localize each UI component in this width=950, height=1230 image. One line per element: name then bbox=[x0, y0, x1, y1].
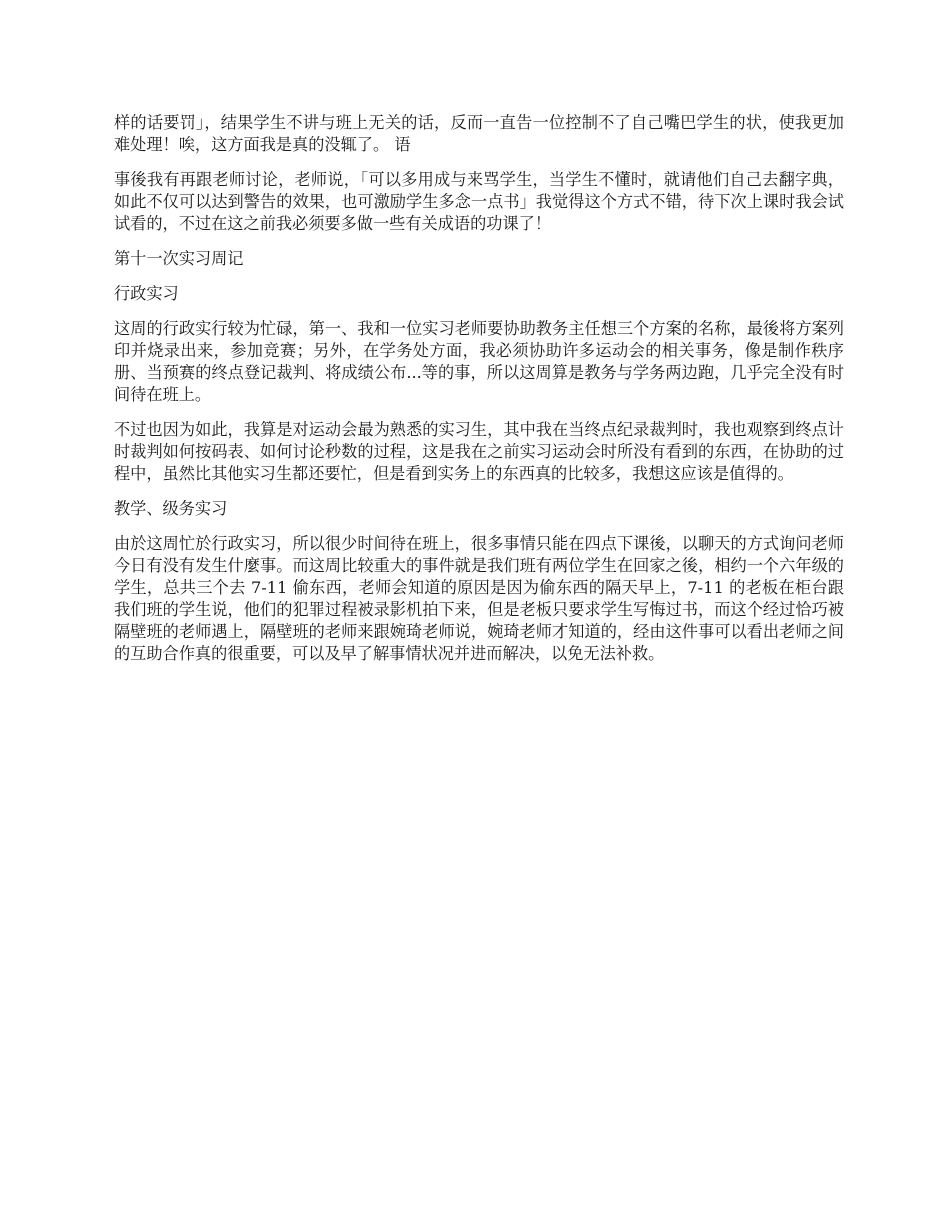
paragraph-teaching: 由於这周忙於行政实习，所以很少时间待在班上，很多事情只能在四点下课後，以聊天的方式询问老师今日有没有发生什麼事。而这周比较重大的事件就是我们班有两位学生在回家之後，相约一个六年级的学生，总共三个去 7-11 偷东西，老师会知道的原因是因为偷东西的隔天早上，7-11 的老板在柜台跟我们班的学生说，他们的犯罪过程被录影机拍下来，但是老板只要求学生写悔过书，而这个经过恰巧被隔壁班的老师遇上，隔壁班的老师来跟婉琦老师说，婉琦老师才知道的，经由这件事可以看出老师之间的互助合作真的很重要，可以及早了解事情状况并进而解决，以免无法补救。 bbox=[114, 534, 844, 663]
document-page bbox=[114, 112, 844, 678]
section-heading-administrative: 行政实习 bbox=[114, 284, 179, 303]
paragraph-administrative-2: 不过也因为如此，我算是对运动会最为熟悉的实习生，其中我在当终点纪录裁判时，我也观察到终点计时裁判如何按码表、如何讨论秒数的过程，这是我在之前实习运动会时所没有看到的东西，在协助的过程中，虽然比其他实习生都还要忙，但是看到实务上的东西真的比较多，我想这应该是值得的。 bbox=[114, 420, 844, 483]
paragraph-1: 样的话要罚」，结果学生不讲与班上无关的话，反而一直告一位控制不了自己嘴巴学生的状，使我更加难处理！唉，这方面我是真的没辄了。 语 bbox=[114, 113, 844, 154]
paragraph-administrative-1: 这周的行政实行较为忙碌，第一、我和一位实习老师要协助教务主任想三个方案的名称，最後将方案列印并烧录出来，参加竞赛；另外，在学务处方面，我必须协助许多运动会的相关事务，像是制作秩序册、当预赛的终点登记裁判、将成绩公布...等的事，所以这周算是教务与学务两边跑，几乎完全没有时间待在班上。 bbox=[114, 319, 844, 404]
section-title-week-11: 第十一次实习周记 bbox=[114, 249, 244, 268]
section-heading-teaching: 教学、级务实习 bbox=[114, 499, 228, 518]
paragraph-2: 事後我有再跟老师讨论，老师说，「可以多用成与来骂学生，当学生不懂时，就请他们自己去翻字典，如此不仅可以达到警告的效果，也可激励学生多念一点书」我觉得这个方式不错，待下次上课时我会试试看的，不过在这之前我必须要多做一些有关成语的功课了！ bbox=[114, 170, 844, 233]
